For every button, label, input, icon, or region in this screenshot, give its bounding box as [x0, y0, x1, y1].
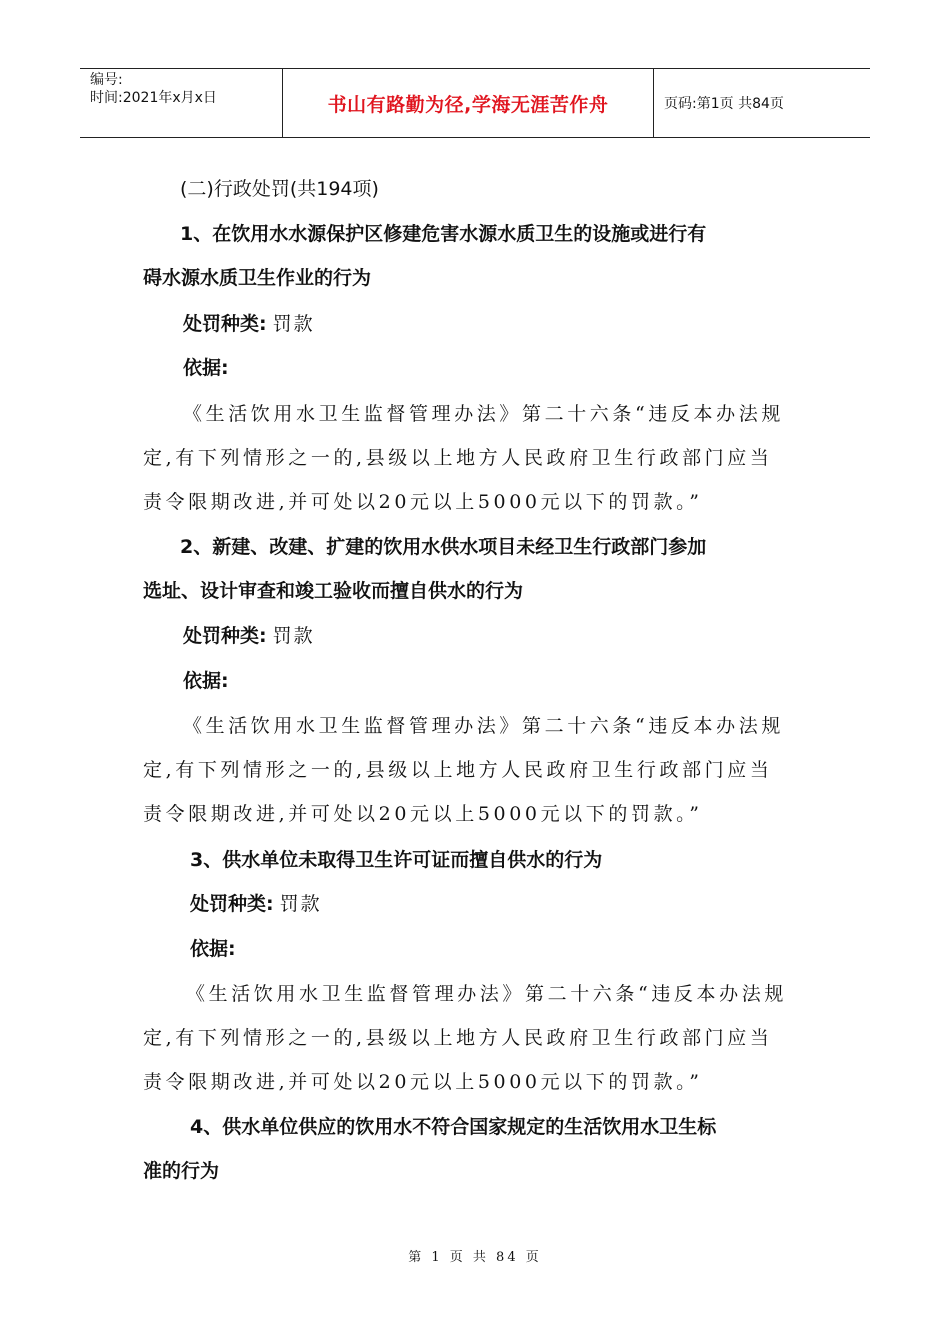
item-4-title-line-2: 准的行为: [143, 1160, 220, 1182]
page-info-text: 页码:第1页 共84页: [664, 96, 784, 112]
item-1-basis-line-1: 《生活饮用水卫生监督管理办法》第二十六条“违反本办法规: [183, 403, 784, 425]
penalty-type-value: 罚款: [279, 893, 322, 915]
item-3-title-line-1: 3、供水单位未取得卫生许可证而擅自供水的行为: [190, 849, 603, 871]
item-2-basis-line-3: 责令限期改进,并可处以20元以上5000元以下的罚款。”: [143, 803, 703, 825]
item-3-basis-line-1: 《生活饮用水卫生监督管理办法》第二十六条“违反本办法规: [186, 983, 787, 1005]
item-2-basis-line-1: 《生活饮用水卫生监督管理办法》第二十六条“违反本办法规: [183, 715, 784, 737]
motto-text: 书山有路勤为径,学海无涯苦作舟: [327, 93, 609, 116]
item-1-basis-line-2: 定,有下列情形之一的,县级以上地方人民政府卫生行政部门应当: [143, 447, 773, 469]
item-1-basis-label: 依据:: [183, 357, 229, 379]
item-1-title-line-2: 碍水源水质卫生作业的行为: [143, 267, 372, 289]
item-1-basis-line-3: 责令限期改进,并可处以20元以上5000元以下的罚款。”: [143, 491, 703, 513]
item-3-basis-label: 依据:: [190, 938, 236, 960]
item-3-basis-line-3: 责令限期改进,并可处以20元以上5000元以下的罚款。”: [143, 1071, 703, 1093]
item-2-basis-line-2: 定,有下列情形之一的,县级以上地方人民政府卫生行政部门应当: [143, 759, 773, 781]
penalty-type-label: 处罚种类:: [183, 313, 267, 335]
page-header: [80, 68, 870, 138]
penalty-type-value: 罚款: [272, 313, 315, 335]
penalty-type-label: 处罚种类:: [190, 893, 274, 915]
header-meta: [80, 69, 282, 137]
item-1-title-line-1: 1、在饮用水水源保护区修建危害水源水质卫生的设施或进行有: [180, 223, 707, 245]
item-4-title-line-1: 4、供水单位供应的饮用水不符合国家规定的生活饮用水卫生标: [190, 1116, 717, 1138]
item-2-title-line-2: 选址、设计审查和竣工验收而擅自供水的行为: [143, 580, 524, 602]
penalty-type-value: 罚款: [272, 625, 315, 647]
item-2-basis-label: 依据:: [183, 670, 229, 692]
item-2-title-line-1: 2、新建、改建、扩建的饮用水供水项目未经卫生行政部门参加: [180, 536, 707, 558]
item-2-penalty-type: [183, 621, 315, 648]
header-motto-cell: [282, 69, 654, 137]
section-title: (二)行政处罚(共194项): [180, 178, 379, 200]
time-label: 时间:2021年x月x日: [90, 90, 217, 106]
item-1-penalty-type: [183, 309, 315, 336]
page-footer: 第 1 页 共 84 页: [408, 1250, 542, 1265]
code-label: 编号:: [90, 72, 123, 88]
item-3-penalty-type: [190, 889, 322, 916]
penalty-type-label: 处罚种类:: [183, 625, 267, 647]
header-page-info: [654, 69, 870, 137]
item-3-basis-line-2: 定,有下列情形之一的,县级以上地方人民政府卫生行政部门应当: [143, 1027, 773, 1049]
